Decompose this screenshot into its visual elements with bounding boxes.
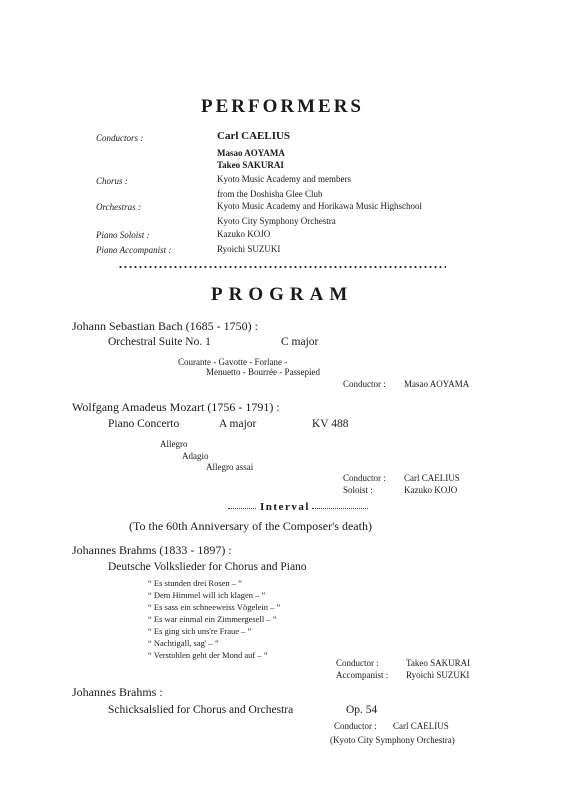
piano-soloist: Kazuko KOJO bbox=[217, 229, 271, 239]
orchestra-line-1: Kyoto Music Academy and Horikawa Music Highschool bbox=[217, 201, 422, 211]
mozart-mvt-3: Allegro assai bbox=[206, 462, 254, 472]
brahms-accompanist: Ryoichi SUZUKI bbox=[406, 670, 470, 680]
chorus-label: Chorus : bbox=[96, 176, 128, 186]
bach-work: Orchestral Suite No. 1 bbox=[108, 336, 211, 348]
brahms-2-composer: Johannes Brahms : bbox=[72, 685, 163, 699]
conductor-sakurai: Takeo SAKURAI bbox=[217, 160, 284, 170]
schicksalslied-conductor: Carl CAELIUS bbox=[393, 721, 449, 731]
schicksalslied-conductor-label: Conductor : bbox=[334, 721, 377, 731]
mozart-mvt-2: Adagio bbox=[182, 451, 209, 461]
bach-composer: Johann Sebastian Bach (1685 - 1750) : bbox=[72, 319, 258, 333]
conductor-aoyama: Masao AOYAMA bbox=[217, 148, 285, 158]
program-heading: PROGRAM bbox=[211, 284, 354, 305]
song-item: “ Es ging sich uns're Fraue – ” bbox=[148, 626, 252, 636]
brahms-composer: Johannes Brahms (1833 - 1897) : bbox=[72, 543, 232, 557]
interval-dash-right bbox=[312, 508, 368, 510]
brahms-conductor: Takeo SAKURAI bbox=[406, 658, 471, 668]
schicksalslied-opus: Op. 54 bbox=[346, 704, 378, 716]
ornamental-divider bbox=[118, 265, 446, 269]
song-item: “ Nachtigall, sag' – ” bbox=[148, 638, 219, 648]
orchestra-line-2: Kyoto City Symphony Orchestra bbox=[217, 216, 336, 226]
mozart-work: Piano Concerto bbox=[108, 418, 180, 430]
conductors-label: Conductors : bbox=[96, 133, 144, 143]
bach-movements-2: Menuetto - Bourrée - Passepied bbox=[206, 367, 320, 377]
piano-soloist-label: Piano Soloist : bbox=[96, 230, 150, 240]
brahms-accompanist-label: Accompanist : bbox=[336, 670, 389, 680]
song-item: “ Es stunden drei Rosen – ” bbox=[148, 578, 242, 588]
piano-accompanist: Ryoichi SUZUKI bbox=[217, 244, 281, 254]
schicksalslied-work: Schicksalslied for Chorus and Orchestra bbox=[108, 704, 294, 716]
song-item: “ Es sass ein schneeweiss Vögelein – ” bbox=[148, 602, 281, 612]
performers-heading: PERFORMERS bbox=[201, 96, 364, 117]
interval-label: Interval bbox=[260, 501, 310, 513]
bach-conductor-label: Conductor : bbox=[343, 379, 386, 389]
bach-key: C major bbox=[281, 336, 319, 348]
mozart-composer: Wolfgang Amadeus Mozart (1756 - 1791) : bbox=[72, 400, 280, 414]
mozart-conductor: Carl CAELIUS bbox=[404, 473, 460, 483]
bach-movements-1: Courante - Gavotte - Forlane - bbox=[178, 357, 288, 367]
brahms-volkslieder-work: Deutsche Volkslieder for Chorus and Piano bbox=[108, 561, 307, 573]
brahms-dedication: (To the 60th Anniversary of the Composer's death) bbox=[129, 519, 372, 533]
mozart-key: A major bbox=[219, 418, 257, 430]
conductor-caelius: Carl CAELIUS bbox=[217, 130, 291, 142]
interval-dash-left bbox=[228, 508, 256, 510]
song-item: “ Verstohlen geht der Mond auf – ” bbox=[148, 650, 268, 660]
mozart-soloist-label: Soloist : bbox=[343, 485, 373, 495]
mozart-conductor-label: Conductor : bbox=[343, 473, 386, 483]
song-item: “ Dem Himmel will ich klagen – ” bbox=[148, 590, 266, 600]
mozart-mvt-1: Allegro bbox=[160, 439, 188, 449]
mozart-soloist: Kazuko KOJO bbox=[404, 485, 458, 495]
piano-accompanist-label: Piano Accompanist : bbox=[96, 245, 172, 255]
chorus-line-2: from the Doshisha Glee Club bbox=[217, 189, 323, 199]
chorus-line-1: Kyoto Music Academy and members bbox=[217, 174, 351, 184]
brahms-conductor-label: Conductor : bbox=[336, 658, 379, 668]
song-item: “ Es war einmal ein Zimmergesell – ” bbox=[148, 614, 277, 624]
orchestras-label: Orchestras : bbox=[96, 202, 141, 212]
bach-conductor: Masao AOYAMA bbox=[404, 379, 470, 389]
mozart-catalog: KV 488 bbox=[312, 418, 349, 430]
schicksalslied-orchestra: (Kyoto City Symphony Orchestra) bbox=[330, 735, 455, 745]
